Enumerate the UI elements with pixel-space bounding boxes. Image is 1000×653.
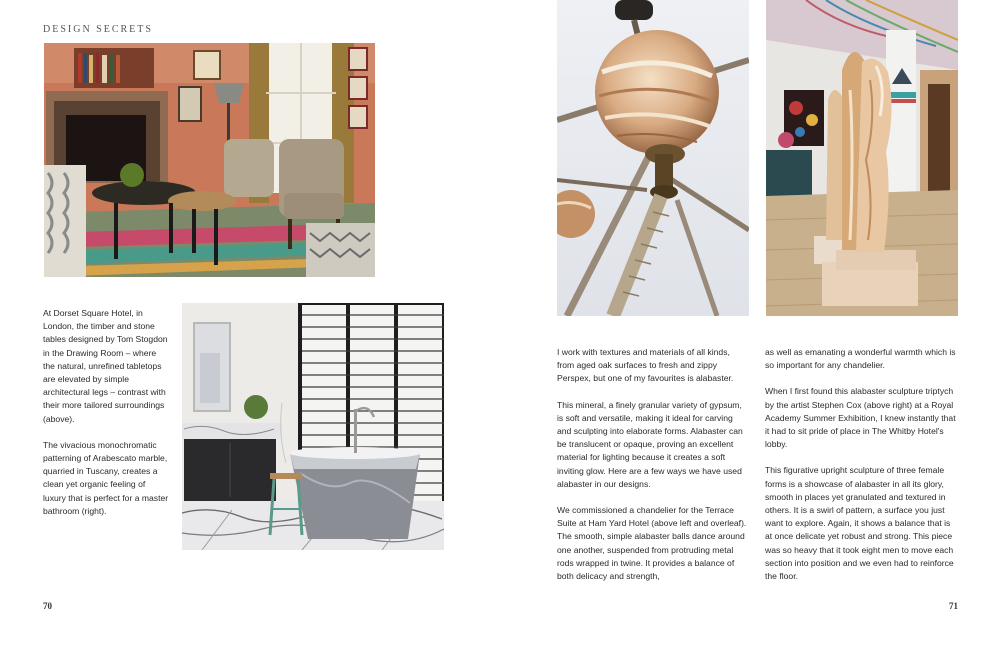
body-paragraph: When I first found this alabaster sculpture triptych by the artist Stephen Cox (above right) at a Royal Academy Summer Exhibition, I knew instantly that it had to sit pride of place in The Whitby Hotel's lobby. (765, 386, 956, 450)
caption-paragraph: At Dorset Square Hotel, in London, the timber and stone tables designed by Tom Stogdon in the Drawing Room – where the natural, unrefined tabletops are elevated by simple architectural legs – contrast with their more tailored surroundings (above). (43, 308, 168, 424)
page-number: 70 (43, 601, 52, 611)
running-head: DESIGN SECRETS (43, 24, 153, 35)
body-paragraph: as well as emanating a wonderful warmth which is so important for any chandelier. (765, 347, 956, 371)
drawing-room-photo (44, 43, 375, 277)
body-paragraph: This figurative upright sculpture of three female forms is a showcase of alabaster in all its glory, smooth in places yet granulated and textured in others. It is a swirl of pattern, a surface you just want to explore. Again, it shows a balance that is at once delicate yet robust and strong. This piece was so heavy that it took eight men to move each section into position and we even had to reinforce the floor. (765, 465, 954, 582)
sculpture-photo (766, 0, 958, 316)
chandelier-photo (557, 0, 749, 316)
caption-paragraph: The vivacious monochromatic patterning of Arabescato marble, quarried in Tuscany, creates a clean yet organic feeling of luxury that is perfect for a master bathroom (right). (43, 439, 169, 516)
body-paragraph: I work with textures and materials of all kinds, from aged oak surfaces to fresh and zippy Perspex, but one of my favourites is alabaster. (557, 347, 734, 384)
page-number: 71 (949, 601, 958, 611)
body-paragraph: We commissioned a chandelier for the Terrace Suite at Ham Yard Hotel (above left and overleaf). The smooth, simple alabaster balls dance around one another, suspended from protruding metal rods wrapped in twine. It provides a balance of both delicacy and strength, (557, 505, 747, 582)
right-page (500, 0, 1000, 653)
bathroom-photo (182, 303, 444, 550)
caption-column (43, 307, 169, 531)
body-column-2 (765, 346, 959, 596)
body-paragraph: This mineral, a finely granular variety of gypsum, is soft and versatile, making it ideal for carving and sculpting into elaborate forms. Alabaster can be translucent or opaque, proving an excellent material for lighting because it creates a soft inviting glow. Here are a few ways we have used alabaster in our designs. (557, 399, 743, 489)
body-column-1 (557, 346, 749, 596)
